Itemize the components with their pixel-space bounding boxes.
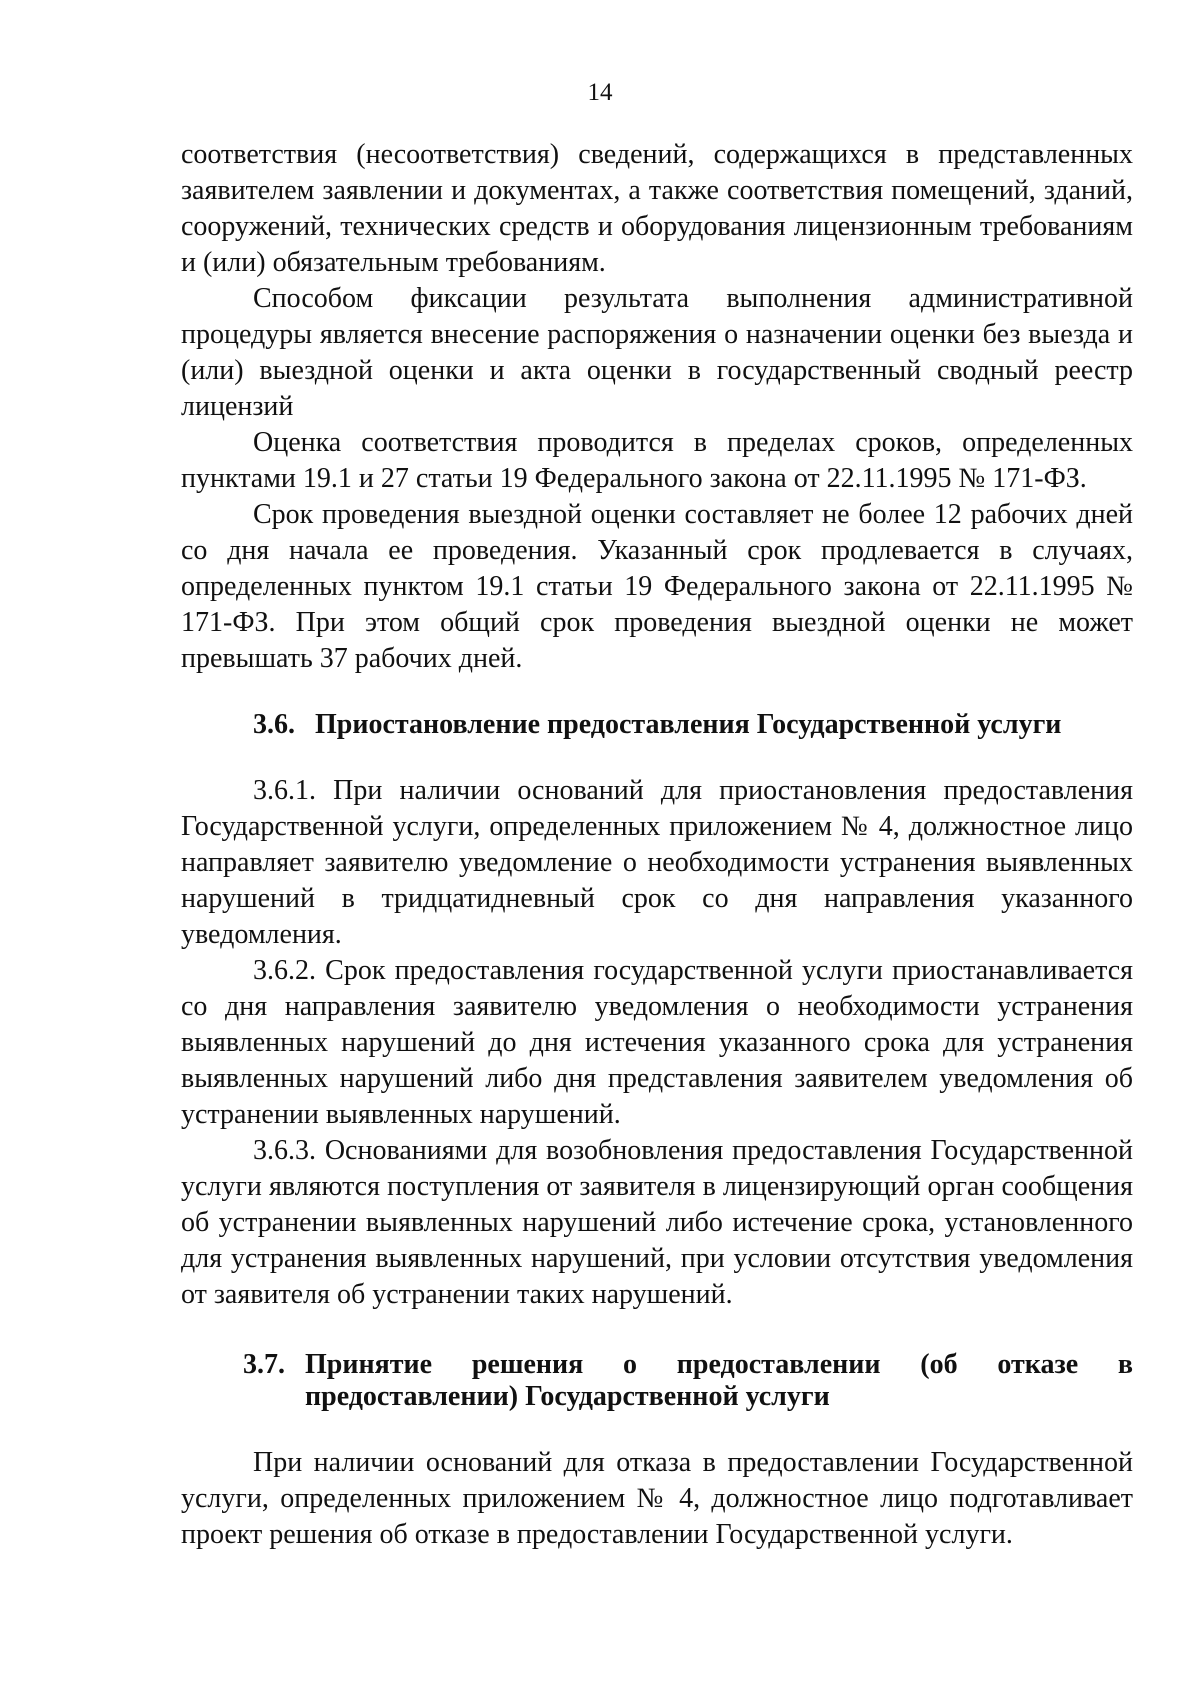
section-heading-3-6	[181, 709, 1133, 741]
paragraph: Оценка соответствия проводится в пределах сроков, определенных пунктами 19.1 и 27 статьи 19 Федерального закона от 22.11.1995 № 171-ФЗ.	[181, 427, 1133, 494]
paragraph: Срок проведения выездной оценки составляет не более 12 рабочих дней со дня начала ее проведения. Указанный срок продлевается в случаях, определенных пунктом 19.1 статьи 19 Федерального закона от 22.11.1995 № 171-ФЗ. При этом общий срок проведения выездной оценки не может превышать 37 рабочих дней.	[181, 499, 1133, 674]
section-title: Приостановление предоставления Государственной услуги	[315, 709, 1062, 740]
paragraph: Способом фиксации результата выполнения административной процедуры является внесение распоряжения о назначении оценки без выезда и (или) выездной оценки и акта оценки в государственный сводный реестр лицензий	[181, 283, 1133, 422]
page-number: 14	[587, 79, 613, 106]
paragraph-3-6-3: 3.6.3. Основаниями для возобновления предоставления Государственной услуги являются поступления от заявителя в лицензирующий орган сообщения об устранении выявленных нарушений либо истечение срока, установленного для устранения выявленных нарушений, при условии отсутствия уведомления от заявителя об устранении таких нарушений.	[181, 1135, 1133, 1310]
section-title: Принятие решения о предоставлении (об отказе в предоставлении) Государственной услуги	[305, 1349, 1133, 1412]
section-number: 3.6.	[253, 709, 295, 740]
document-body	[181, 137, 1133, 1553]
paragraph: При наличии оснований для отказа в предоставлении Государственной услуги, определенных приложением № 4, должностное лицо подготавливает проект решения об отказе в предоставлении Государственной услуги.	[181, 1447, 1133, 1550]
section-heading-3-7	[181, 1349, 1133, 1413]
paragraph-continued: соответствия (несоответствия) сведений, содержащихся в представленных заявителем заявлении и документах, а также соответствия помещений, зданий, сооружений, технических средств и оборудования лицензионным требованиям и (или) обязательным требованиям.	[181, 139, 1133, 278]
paragraph-3-6-1: 3.6.1. При наличии оснований для приостановления предоставления Государственной услуги, определенных приложением № 4, должностное лицо направляет заявителю уведомление о необходимости устранения выявленных нарушений в тридцатидневный срок со дня направления указанного уведомления.	[181, 775, 1133, 950]
section-number: 3.7.	[243, 1349, 285, 1380]
paragraph-3-6-2: 3.6.2. Срок предоставления государственной услуги приостанавливается со дня направления заявителю уведомления о необходимости устранения выявленных нарушений до дня истечения указанного срока для устранения выявленных нарушений либо дня представления заявителем уведомления об устранении выявленных нарушений.	[181, 955, 1133, 1130]
